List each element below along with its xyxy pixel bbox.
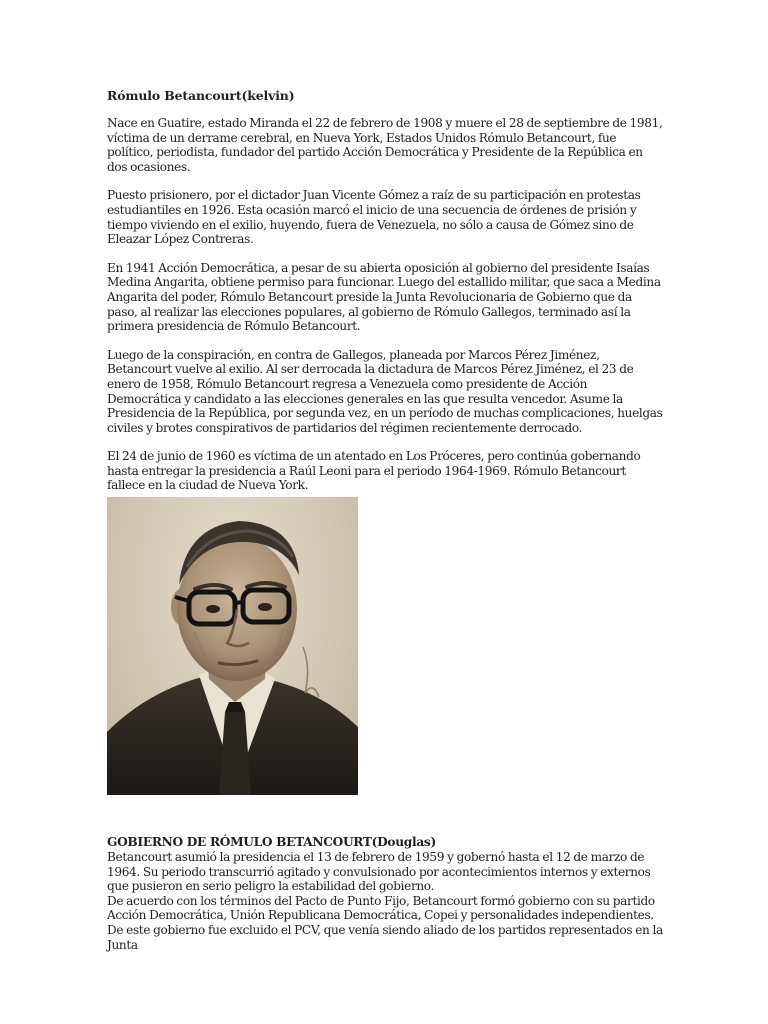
paragraph-accion-democratica: En 1941 Acción Democrática, a pesar de su abierta oposición al gobierno del presidente Isaías Medina Angarita, obtiene permiso para funcionar. Luego del estallido militar, que saca a Medina Angarita del poder, Rómulo Betancourt preside la Junta Revolucionaria de Gobierno que da paso, al realizar las elecciones populares, al gobierno de Rómulo Gallegos, terminado así la primera presidencia de Rómulo Betancourt. [107, 260, 661, 334]
paragraph-birth: Nace en Guatire, estado Miranda el 22 de febrero de 1908 y muere el 28 de septiembre de 1981, víctima de un derrame cerebral, en Nueva York, Estados Unidos Rómulo Betancourt, fue político, periodista, fundador del partido Acción Democrática y Presidente de la República en dos ocasiones. [107, 116, 663, 174]
portrait-photo [107, 497, 358, 795]
paragraph-prison: Puesto prisionero, por el dictador Juan Vicente Gómez a raíz de su participación en protestas estudiantiles en 1926. Esta ocasión marcó el inicio de una secuencia de órdenes de prisión y tiempo viviendo en el exilio, huyendo, fuera de Venezuela, no sólo a causa de Gómez sino de Eleazar López Contreras. [107, 188, 641, 247]
paragraph-attack: El 24 de junio de 1960 es víctima de un atentado en Los Próceres, pero continúa gobernando hasta entregar la presidencia a Raúl Leoni para el periodo 1964-1969. Rómulo Betancourt fallece en la ciudad de Nueva York. [107, 449, 641, 493]
portrait-illustration [107, 497, 358, 795]
document-title: Rómulo Betancourt(kelvin) [107, 88, 295, 103]
section-paragraph-punto-fijo: De acuerdo con los términos del Pacto de Punto Fijo, Betancourt formó gobierno con su partido Acción Democrática, Unión Republicana Democrática, Copei y personalidades independientes. De este gobierno fue excluido el PCV, que venía siendo aliado de los partidos representados en la Junta [107, 893, 663, 952]
section-paragraph-term: Betancourt asumió la presidencia el 13 de febrero de 1959 y gobernó hasta el 12 de marzo de 1964. Su periodo transcurrió agitado y convulsionado por acontecimientos internos y externos que pusieron en serio peligro la estabilidad del gobierno. [107, 850, 651, 894]
section-title: GOBIERNO DE RÓMULO BETANCOURT(Douglas) [107, 835, 436, 850]
paragraph-exile: Luego de la conspiración, en contra de Gallegos, planeada por Marcos Pérez Jiménez, Betancourt vuelve al exilio. Al ser derrocada la dictadura de Marcos Pérez Jiménez, el 23 de enero de 1958, Rómulo Betancourt regresa a Venezuela como presidente de Acción Democrática y candidato a las elecciones generales en las que resulta vencedor. Asume la Presidencia de la República, por segunda vez, en un período de muchas complicaciones, huelgas civiles y brotes conspirativos de partidarios del régimen recientemente derrocado. [107, 347, 663, 435]
document-page [107, 88, 663, 952]
